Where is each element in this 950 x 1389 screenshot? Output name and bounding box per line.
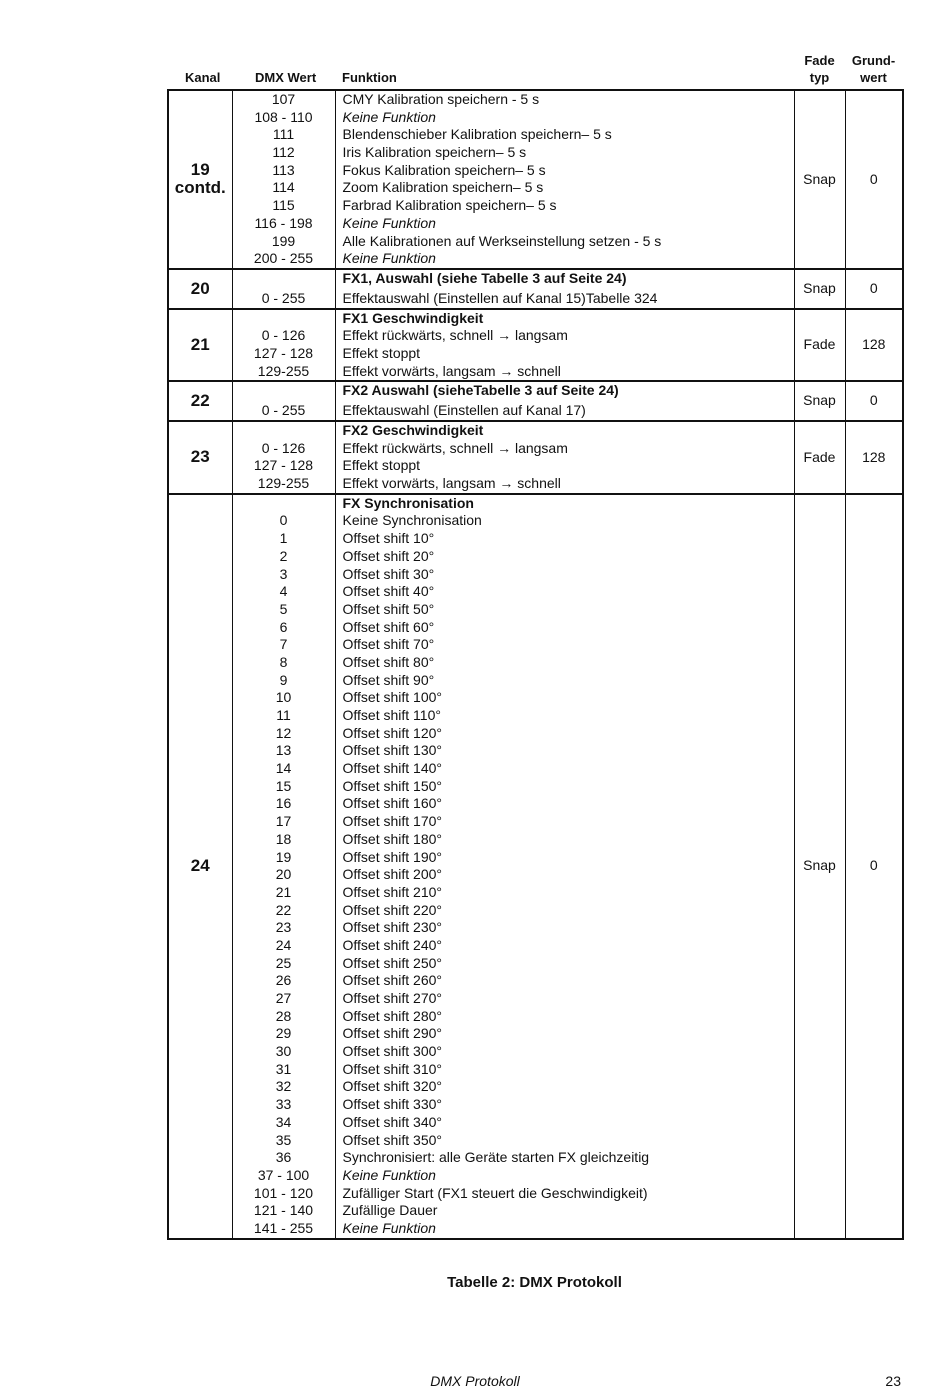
dmx-value: 25 bbox=[275, 954, 292, 971]
function-text: Offset shift 140° bbox=[342, 760, 443, 777]
function-text: Offset shift 210° bbox=[342, 883, 443, 900]
fade-type-cell: Snap bbox=[794, 269, 845, 309]
header-fade-line2: typ bbox=[809, 70, 830, 85]
function-text: Offset shift 300° bbox=[342, 1043, 443, 1060]
dmx-value-cell bbox=[232, 421, 335, 494]
function-text: Offset shift 20° bbox=[342, 547, 435, 564]
function-text: Offset shift 190° bbox=[342, 848, 443, 865]
table-row bbox=[168, 269, 903, 309]
dmx-value: 34 bbox=[275, 1113, 292, 1130]
page-number: 23 bbox=[885, 1373, 901, 1389]
dmx-value bbox=[233, 382, 335, 402]
function-text: Offset shift 240° bbox=[342, 936, 443, 953]
default-value-cell: 0 bbox=[845, 494, 903, 1239]
dmx-value: 114 bbox=[272, 179, 295, 196]
dmx-value: 129-255 bbox=[257, 475, 310, 492]
footer-title: DMX Protokoll bbox=[430, 1373, 520, 1389]
dmx-value: 29 bbox=[275, 1025, 292, 1042]
header-funktion: Funktion bbox=[342, 70, 397, 85]
function-text: Offset shift 270° bbox=[342, 990, 443, 1006]
dmx-value: 127 - 128 bbox=[253, 344, 314, 361]
dmx-value: 6 bbox=[279, 618, 288, 635]
kanal-cell bbox=[168, 381, 232, 421]
fade-type-cell: Fade bbox=[794, 309, 845, 382]
function-text: Offset shift 90° bbox=[342, 671, 435, 688]
table-row bbox=[168, 309, 903, 382]
function-text: Effekt rückwärts, schnell → langsam bbox=[342, 327, 568, 344]
dmx-protocol-table bbox=[167, 89, 904, 1240]
function-text: Offset shift 180° bbox=[342, 830, 443, 847]
dmx-value: 7 bbox=[279, 636, 288, 653]
header-fade-line1: Fade bbox=[804, 53, 835, 68]
dmx-value: 31 bbox=[275, 1060, 292, 1077]
function-cell bbox=[335, 494, 794, 1239]
dmx-value: 24 bbox=[275, 936, 292, 953]
function-text: Keine Funktion bbox=[342, 108, 436, 125]
dmx-value: 23 bbox=[275, 919, 292, 936]
header-grundwert bbox=[845, 52, 902, 86]
table-row bbox=[168, 90, 903, 269]
function-text: Keine Funktion bbox=[342, 1166, 436, 1183]
dmx-value: 12 bbox=[275, 724, 292, 741]
function-text: Blendenschieber Kalibration speichern– 5 s bbox=[342, 126, 612, 143]
kanal-label: 22 bbox=[190, 391, 210, 411]
function-text: Offset shift 110° bbox=[342, 707, 441, 723]
dmx-value: 13 bbox=[275, 742, 292, 759]
function-text: FX Synchronisation bbox=[342, 494, 474, 511]
function-text: Offset shift 30° bbox=[342, 565, 435, 582]
kanal-cell bbox=[168, 421, 232, 494]
function-text: Fokus Kalibration speichern– 5 s bbox=[342, 161, 546, 178]
dmx-value: 2 bbox=[279, 547, 288, 564]
function-text: Offset shift 330° bbox=[342, 1096, 443, 1113]
function-cell bbox=[335, 269, 794, 309]
header-grund-line1: Grund- bbox=[851, 53, 896, 68]
dmx-value: 17 bbox=[275, 813, 292, 830]
dmx-value: 112 bbox=[272, 144, 295, 161]
dmx-value: 18 bbox=[275, 830, 292, 847]
dmx-value: 0 - 126 bbox=[261, 327, 306, 344]
function-text: Offset shift 40° bbox=[342, 583, 435, 600]
dmx-value: 8 bbox=[279, 653, 288, 670]
default-value-cell: 0 bbox=[845, 269, 903, 309]
function-text: Alle Kalibrationen auf Werkseinstellung setzen - 5 s bbox=[342, 232, 662, 249]
dmx-value: 4 bbox=[279, 583, 288, 600]
dmx-value-cell bbox=[232, 269, 335, 309]
function-text: Keine Funktion bbox=[342, 250, 436, 267]
function-cell bbox=[335, 381, 794, 421]
function-text: Offset shift 290° bbox=[342, 1025, 443, 1042]
function-text: Effekt stoppt bbox=[342, 457, 421, 474]
function-text: Offset shift 10° bbox=[342, 530, 435, 547]
function-text: FX2 Geschwindigkeit bbox=[342, 422, 484, 438]
function-text: Offset shift 230° bbox=[342, 919, 443, 936]
function-cell bbox=[335, 421, 794, 494]
function-text: Effekt vorwärts, langsam → schnell bbox=[342, 475, 561, 492]
function-cell bbox=[335, 90, 794, 269]
default-value-cell: 128 bbox=[845, 421, 903, 494]
table-row bbox=[168, 421, 903, 494]
dmx-value: 21 bbox=[275, 883, 292, 900]
kanal-cell bbox=[168, 269, 232, 309]
function-text: Offset shift 220° bbox=[342, 901, 443, 918]
dmx-value: 115 bbox=[272, 197, 295, 214]
fade-type-cell: Snap bbox=[794, 494, 845, 1239]
dmx-value-cell bbox=[232, 494, 335, 1239]
dmx-table-body bbox=[168, 90, 903, 1239]
function-text: Zufällige Dauer bbox=[342, 1202, 438, 1219]
dmx-value: 199 bbox=[271, 232, 296, 249]
dmx-value: 28 bbox=[275, 1007, 292, 1024]
default-value-cell: 0 bbox=[845, 381, 903, 421]
dmx-value: 19 bbox=[275, 848, 292, 865]
function-text: Keine Synchronisation bbox=[342, 512, 482, 529]
dmx-value: 22 bbox=[275, 901, 292, 918]
dmx-value: 14 bbox=[275, 760, 292, 777]
kanal-cell bbox=[168, 90, 232, 269]
function-text: Offset shift 200° bbox=[342, 866, 443, 883]
dmx-value: 35 bbox=[275, 1131, 292, 1148]
table-row bbox=[168, 381, 903, 421]
function-text: Offset shift 70° bbox=[342, 636, 435, 653]
dmx-value: 127 - 128 bbox=[253, 457, 314, 474]
function-text: FX2 Auswahl (sieheTabelle 3 auf Seite 24) bbox=[342, 382, 619, 399]
dmx-value: 141 - 255 bbox=[253, 1219, 314, 1236]
dmx-value: 3 bbox=[279, 565, 288, 582]
dmx-value: 116 - 198 bbox=[254, 214, 313, 231]
dmx-value: 1 bbox=[279, 530, 288, 547]
dmx-value: 0 bbox=[279, 512, 288, 529]
function-text: Offset shift 150° bbox=[342, 777, 443, 794]
dmx-value: 129-255 bbox=[257, 362, 310, 379]
kanal-label: 20 bbox=[190, 278, 210, 298]
dmx-value-cell bbox=[232, 90, 335, 269]
dmx-value bbox=[233, 270, 335, 290]
function-text: Offset shift 130° bbox=[342, 742, 443, 759]
function-text: Farbrad Kalibration speichern– 5 s bbox=[342, 197, 557, 214]
function-text: Offset shift 100° bbox=[342, 689, 443, 706]
dmx-value: 33 bbox=[275, 1096, 292, 1113]
dmx-value bbox=[233, 310, 335, 328]
dmx-value: 111 bbox=[272, 126, 295, 143]
dmx-value: 101 - 120 bbox=[253, 1184, 314, 1201]
fade-type-cell: Snap bbox=[794, 90, 845, 269]
kanal-label: 21 bbox=[190, 334, 210, 354]
dmx-value-cell bbox=[232, 381, 335, 421]
fade-type-cell: Fade bbox=[794, 421, 845, 494]
dmx-value: 9 bbox=[279, 671, 288, 688]
function-text: CMY Kalibration speichern - 5 s bbox=[342, 91, 540, 107]
function-text: Offset shift 310° bbox=[342, 1060, 443, 1077]
function-text: Offset shift 120° bbox=[342, 724, 443, 741]
header-dmx-wert: DMX Wert bbox=[255, 70, 317, 85]
dmx-value bbox=[233, 422, 335, 440]
function-text: Keine Funktion bbox=[342, 1219, 436, 1236]
function-text: Effekt rückwärts, schnell → langsam bbox=[342, 439, 568, 456]
dmx-value: 107 bbox=[271, 91, 296, 107]
kanal-cell bbox=[168, 309, 232, 382]
function-text: Synchronisiert: alle Geräte starten FX gleichzeitig bbox=[342, 1149, 650, 1166]
dmx-value: 27 bbox=[275, 990, 292, 1006]
function-text: Offset shift 60° bbox=[342, 618, 435, 635]
function-text: Offset shift 280° bbox=[342, 1007, 443, 1024]
dmx-value: 0 - 255 bbox=[261, 402, 306, 419]
dmx-value: 10 bbox=[275, 689, 292, 706]
default-value-cell: 0 bbox=[845, 90, 903, 269]
dmx-value: 26 bbox=[275, 972, 292, 989]
function-text: Zoom Kalibration speichern– 5 s bbox=[342, 179, 544, 196]
function-text: Offset shift 320° bbox=[342, 1078, 443, 1095]
dmx-value-cell bbox=[232, 309, 335, 382]
function-text: Effekt stoppt bbox=[342, 344, 421, 361]
fade-type-cell: Snap bbox=[794, 381, 845, 421]
dmx-value: 121 - 140 bbox=[253, 1202, 314, 1219]
table-caption: Tabelle 2: DMX Protokoll bbox=[447, 1274, 622, 1291]
dmx-value: 15 bbox=[275, 777, 292, 794]
dmx-value: 30 bbox=[275, 1043, 292, 1060]
header-kanal: Kanal bbox=[185, 70, 221, 85]
kanal-label: 23 bbox=[190, 447, 210, 467]
dmx-value: 113 bbox=[272, 161, 295, 178]
function-text: Offset shift 250° bbox=[342, 954, 443, 971]
dmx-value: 108 - 110 bbox=[254, 108, 313, 125]
kanal-label: contd. bbox=[174, 178, 226, 198]
function-text: Zufälliger Start (FX1 steuert die Geschwindigkeit) bbox=[342, 1184, 648, 1201]
function-text: Offset shift 350° bbox=[342, 1131, 443, 1148]
dmx-value: 0 - 126 bbox=[261, 439, 306, 456]
kanal-cell bbox=[168, 494, 232, 1239]
function-text: Offset shift 340° bbox=[342, 1113, 443, 1130]
function-text: Keine Funktion bbox=[342, 214, 436, 231]
function-text: FX1, Auswahl (siehe Tabelle 3 auf Seite 24) bbox=[342, 269, 627, 286]
function-text: Effektauswahl (Einstellen auf Kanal 17) bbox=[342, 402, 586, 419]
function-text: Offset shift 50° bbox=[342, 600, 435, 617]
function-text: Offset shift 80° bbox=[342, 653, 435, 670]
function-text: Offset shift 260° bbox=[342, 972, 443, 989]
function-cell bbox=[335, 309, 794, 382]
dmx-value: 11 bbox=[276, 707, 291, 723]
dmx-value: 36 bbox=[275, 1149, 292, 1166]
function-text: Offset shift 160° bbox=[342, 795, 443, 812]
dmx-value: 37 - 100 bbox=[257, 1166, 310, 1183]
default-value-cell: 128 bbox=[845, 309, 903, 382]
kanal-label: 19 bbox=[190, 160, 210, 180]
header-grund-line2: wert bbox=[860, 70, 887, 85]
function-text: Effektauswahl (Einstellen auf Kanal 15)Tabelle 324 bbox=[342, 289, 658, 306]
function-text: Offset shift 170° bbox=[342, 813, 443, 830]
dmx-value: 200 - 255 bbox=[253, 250, 314, 267]
dmx-value: 16 bbox=[275, 795, 292, 812]
dmx-value: 20 bbox=[275, 866, 292, 883]
function-text: Iris Kalibration speichern– 5 s bbox=[342, 144, 527, 161]
header-fade-typ bbox=[794, 52, 845, 86]
dmx-value: 5 bbox=[279, 600, 288, 617]
function-text: Effekt vorwärts, langsam → schnell bbox=[342, 362, 561, 379]
kanal-label: 24 bbox=[190, 856, 210, 876]
table-row bbox=[168, 494, 903, 1239]
dmx-value: 32 bbox=[275, 1078, 292, 1095]
function-text: FX1 Geschwindigkeit bbox=[342, 309, 484, 326]
dmx-value bbox=[233, 495, 335, 513]
dmx-value: 0 - 255 bbox=[261, 289, 306, 306]
